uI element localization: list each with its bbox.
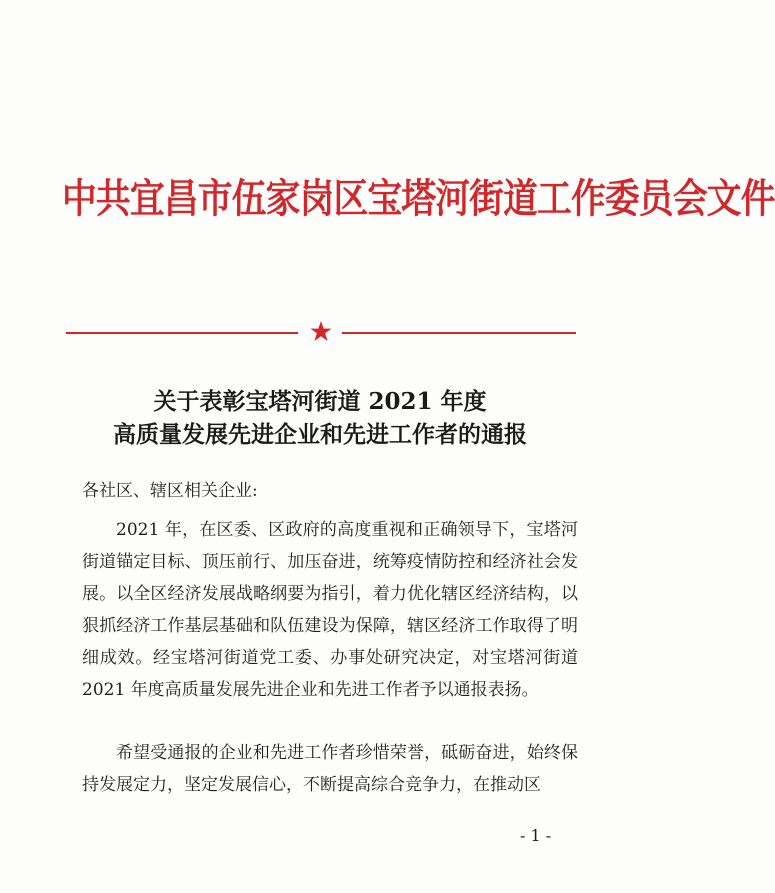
page-number: - 1 -	[520, 826, 552, 845]
separator-line-right	[342, 332, 576, 334]
body-paragraph-2: 希望受通报的企业和先进工作者珍惜荣誉，砥砺奋进，始终保持发展定力，坚定发展信心，不断提高综合竞争力，在推动区	[82, 743, 578, 795]
salutation: 各社区、辖区相关企业:	[82, 481, 258, 501]
separator-line-left	[66, 332, 298, 334]
notice-title-line-1: 关于表彰宝塔河街道 2021 年度	[153, 388, 487, 415]
body-paragraph-1: 2021 年，在区委、区政府的高度重视和正确领导下，宝塔河街道锚定目标、顶压前行、加压奋进，统筹疫情防控和经济社会发展。以全区经济发展战略纲要为指引，着力优化辖区经济结构，以狠抓经济工作基层基础和队伍建设为保障，辖区经济工作取得了明细成效。经宝塔河街道党工委、办事处研究决定，对宝塔河街道 2021 年度高质量发展先进企业和先进工作者予以通报表扬。	[82, 520, 578, 700]
notice-title-line-2: 高质量发展先进企业和先进工作者的通报	[113, 421, 527, 448]
star-icon	[309, 320, 333, 344]
red-separator	[66, 318, 576, 348]
document-header-title: 中共宜昌市伍家岗区宝塔河街道工作委员会文件	[62, 175, 775, 222]
